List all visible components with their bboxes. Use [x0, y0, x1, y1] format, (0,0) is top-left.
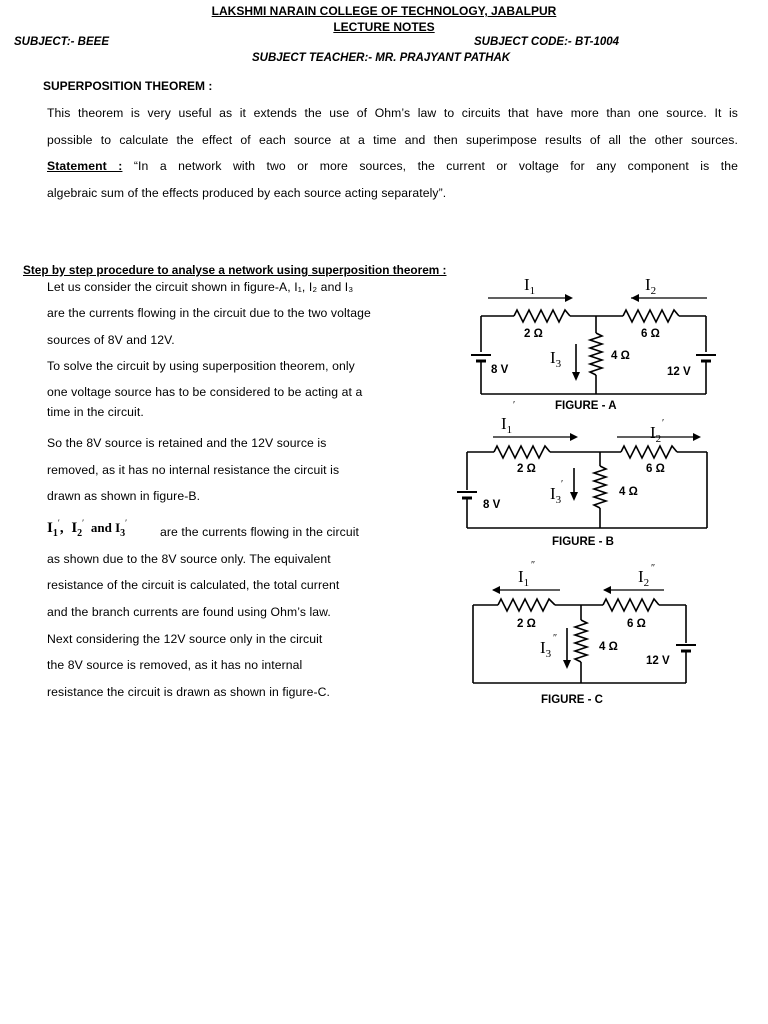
intro-line-1: This theorem is very useful as it extends the use of Ohm’s law to circuits that have more than one source. It is — [47, 106, 738, 120]
figure-a-r1-label: 2 Ω — [524, 328, 543, 340]
figure-b-i3-prime: ′ — [561, 479, 564, 490]
figure-c-r1-label: 2 Ω — [517, 618, 536, 630]
college-name: LAKSHMI NARAIN COLLEGE OF TECHNOLOGY, JABALPUR — [211, 4, 557, 18]
figure-c-i2-dprime: ″ — [651, 563, 656, 574]
figure-a-i2-label: $I_2$ — [645, 275, 657, 297]
body-line-7: So the 8V source is retained and the 12V source is — [47, 436, 327, 450]
figure-b-i2-label: $I_2$ — [650, 423, 662, 445]
figure-c-i1-label: $I_1$ — [518, 567, 530, 589]
figure-a-v2-label: 12 V — [667, 366, 691, 378]
section-title-procedure: Step by step procedure to analyse a network using superposition theorem : — [23, 263, 447, 277]
statement-line-2: algebraic sum of the effects produced by each source acting separately”. — [47, 186, 447, 200]
figure-c-i3-dprime: ″ — [553, 633, 558, 644]
body-line-15: the 8V source is removed, as it has no internal — [47, 658, 303, 672]
statement-text-1: “In a network with two or more sources, the current or voltage for any component is the — [133, 159, 738, 173]
figure-a-caption: FIGURE - A — [555, 400, 617, 412]
subject-teacher-label: SUBJECT TEACHER:- MR. PRAJYANT PATHAK — [252, 52, 511, 64]
body-line-14: Next considering the 12V source only in the circuit — [47, 632, 323, 646]
figure-a-r2-label: 6 Ω — [641, 328, 660, 340]
section-title-superposition: SUPERPOSITION THEOREM : — [43, 79, 213, 93]
body-line-16: resistance the circuit is drawn as shown in figure-C. — [47, 685, 331, 699]
figure-b-r2-label: 6 Ω — [646, 463, 665, 475]
body-line-6: time in the circuit. — [47, 405, 144, 419]
figure-c-v2-label: 12 V — [646, 655, 670, 667]
figure-b-circuit — [457, 437, 707, 528]
body-line-1: Let us consider the circuit shown in figure-A, I₁, I₂ and I₃ — [47, 280, 354, 294]
figure-c-resistor-2ohm — [498, 599, 555, 611]
figure-b-caption: FIGURE - B — [552, 536, 614, 548]
body-line-11: as shown due to the 8V source only. The equivalent — [47, 552, 331, 566]
figure-c-resistor-4ohm — [575, 620, 587, 662]
figure-b-resistor-6ohm — [621, 446, 677, 458]
currents-symbol-label: $I_1'$, $I_2'$ and $I_3'$ — [47, 518, 128, 539]
body-line-13: and the branch currents are found using Ohm’s law. — [47, 605, 331, 619]
body-line-9: drawn as shown in figure-B. — [47, 489, 201, 503]
figure-b-i2-prime: ′ — [662, 418, 665, 429]
body-line-5: one voltage source has to be considered to be acting at a — [47, 385, 363, 399]
body-line-2: are the currents flowing in the circuit due to the two voltage — [47, 306, 371, 320]
figure-a-i1-label: $I_1$ — [524, 275, 536, 297]
intro-line-2: possible to calculate the effect of each source at a time and then superimpose results of all the other sources. — [47, 133, 738, 147]
body-line-12: resistance of the circuit is calculated, the total current — [47, 578, 340, 592]
body-line-4: To solve the circuit by using superposition theorem, only — [47, 359, 355, 373]
figure-c-r2-label: 6 Ω — [627, 618, 646, 630]
figure-b-i1-label: $I_1$ — [501, 414, 513, 436]
figure-c-r3-label: 4 Ω — [599, 641, 618, 653]
figure-c-i1-dprime: ″ — [531, 560, 536, 571]
figure-b-i3-label: $I_3$ — [550, 484, 562, 506]
figure-a-i3-label: $I_3$ — [550, 348, 562, 370]
body-line-8: removed, as it has no internal resistance the circuit is — [47, 463, 340, 477]
figure-c-i2-label: $I_2$ — [638, 567, 650, 589]
figure-a-v1-label: 8 V — [491, 364, 509, 376]
subject-code-label: SUBJECT CODE:- BT-1004 — [474, 36, 620, 48]
figure-c-i3-label: $I_3$ — [540, 638, 552, 660]
statement-label: Statement : — [47, 159, 123, 173]
figure-c-circuit — [473, 590, 696, 683]
figure-b-resistor-4ohm — [594, 466, 606, 508]
subject-label: SUBJECT:- BEEE — [14, 36, 109, 48]
figure-c-caption: FIGURE - C — [541, 694, 603, 706]
figure-a-mark: ′ — [513, 400, 516, 411]
body-line-10: are the currents flowing in the circuit — [160, 525, 359, 539]
figure-b-v1-label: 8 V — [483, 499, 501, 511]
figure-a-circuit — [471, 298, 716, 394]
figure-a-resistor-6ohm — [623, 310, 679, 322]
figure-a-resistor-2ohm — [514, 310, 570, 322]
figure-b-resistor-2ohm — [494, 446, 550, 458]
figure-c-resistor-6ohm — [603, 599, 659, 611]
body-line-3: sources of 8V and 12V. — [47, 333, 175, 347]
document-type: LECTURE NOTES — [333, 20, 435, 34]
figure-b-r3-label: 4 Ω — [619, 486, 638, 498]
figure-a-r3-label: 4 Ω — [611, 350, 630, 362]
figure-b-r1-label: 2 Ω — [517, 463, 536, 475]
figure-a-resistor-4ohm — [590, 333, 602, 375]
